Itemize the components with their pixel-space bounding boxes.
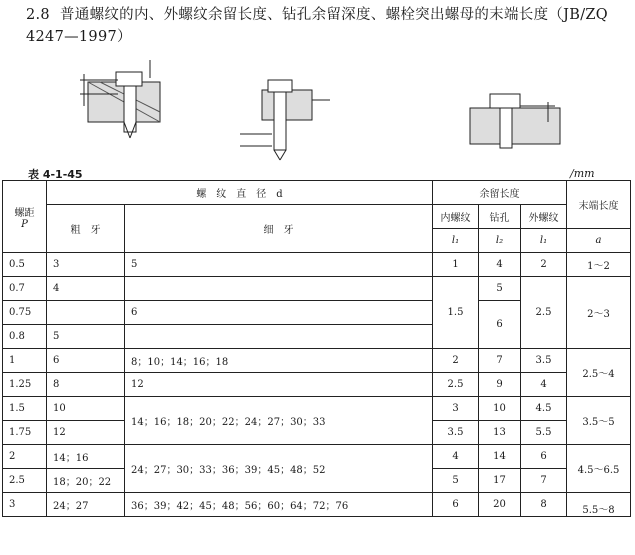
- end-cell: 5.5～8: [567, 493, 631, 517]
- internal-cell: 6: [433, 493, 479, 517]
- external-cell: 4: [521, 373, 567, 397]
- unit-label: /mm: [570, 167, 595, 180]
- diagram-bolt-end: [470, 94, 560, 148]
- end-length-header: 末端长度: [567, 181, 631, 229]
- external-cell: 7: [521, 469, 567, 493]
- fine-cell: 24；27；30；33；36；39；45；48；52: [125, 445, 433, 493]
- coarse-cell: 3: [47, 253, 125, 277]
- internal-cell: 3: [433, 397, 479, 421]
- fine-cell: 6: [125, 301, 433, 325]
- a-symbol: a: [567, 229, 631, 253]
- section-title-text: 普通螺纹的内、外螺纹余留长度、钻孔余留深度、螺栓突出螺母的末端长度（JB/ZQ 4247—1997）: [26, 7, 608, 45]
- fine-header: 细 牙: [125, 205, 433, 253]
- fine-cell: [125, 325, 433, 349]
- fine-cell: 5: [125, 253, 433, 277]
- pitch-cell: 0.5: [3, 253, 47, 277]
- external-cell: 8: [521, 493, 567, 517]
- table-row: [3, 445, 631, 469]
- fine-cell: 36；39；42；45；48；56；60；64；72；76: [125, 493, 433, 517]
- diameter-header: 螺 纹 直 径 d: [47, 181, 433, 205]
- drill-cell: 9: [479, 373, 521, 397]
- header-row-2: [3, 205, 631, 229]
- internal-cell: 5: [433, 469, 479, 493]
- drill-cell: 20: [479, 493, 521, 517]
- fine-cell: 12: [125, 373, 433, 397]
- pitch-cell: 0.8: [3, 325, 47, 349]
- coarse-header: 粗 牙: [47, 205, 125, 253]
- l1-internal-symbol: l₁: [433, 229, 479, 253]
- pitch-cell: 1.75: [3, 421, 47, 445]
- end-cell: 4.5～6.5: [567, 445, 631, 493]
- external-header: 外螺纹: [521, 205, 567, 229]
- table-row: [3, 493, 631, 517]
- pitch-label: 螺距: [14, 207, 35, 219]
- coarse-cell: 18；20；22: [47, 469, 125, 493]
- internal-cell: 3.5: [433, 421, 479, 445]
- l2-symbol: l₂: [479, 229, 521, 253]
- coarse-cell: 24；27: [47, 493, 125, 517]
- internal-cell: 2.5: [433, 373, 479, 397]
- internal-cell: 4: [433, 445, 479, 469]
- pitch-symbol: P: [21, 218, 28, 230]
- external-cell: 4.5: [521, 397, 567, 421]
- end-cell: 3.5～5: [567, 397, 631, 445]
- pitch-header: [3, 181, 47, 253]
- internal-cell: 1: [433, 253, 479, 277]
- external-cell: 3.5: [521, 349, 567, 373]
- fine-cell: 14；16；18；20；22；24；27；30；33: [125, 397, 433, 445]
- coarse-cell: 4: [47, 277, 125, 301]
- external-cell: 2.5: [521, 277, 567, 349]
- drill-cell: 17: [479, 469, 521, 493]
- table-row: [3, 373, 631, 397]
- diagram-drill-hole: [240, 80, 330, 160]
- internal-cell: 1.5: [433, 277, 479, 349]
- internal-header: 内螺纹: [433, 205, 479, 229]
- coarse-cell: 12: [47, 421, 125, 445]
- coarse-cell: 5: [47, 325, 125, 349]
- drill-header: 钻孔: [479, 205, 521, 229]
- external-cell: 2: [521, 253, 567, 277]
- pitch-cell: 1.25: [3, 373, 47, 397]
- internal-cell: 2: [433, 349, 479, 373]
- coarse-cell: 10: [47, 397, 125, 421]
- drill-cell: 10: [479, 397, 521, 421]
- coarse-cell: [47, 301, 125, 325]
- fine-cell: [125, 277, 433, 301]
- pitch-cell: 1: [3, 349, 47, 373]
- drill-cell: 13: [479, 421, 521, 445]
- table-label: 表 4-1-45: [28, 168, 83, 181]
- diagram-internal-thread: [80, 60, 160, 138]
- end-cell: 2～3: [567, 277, 631, 349]
- pitch-cell: 1.5: [3, 397, 47, 421]
- end-cell: 1～2: [567, 253, 631, 277]
- external-cell: 5.5: [521, 421, 567, 445]
- table-row: [3, 349, 631, 373]
- pitch-cell: 0.7: [3, 277, 47, 301]
- pitch-cell: 0.75: [3, 301, 47, 325]
- table-row: [3, 277, 631, 301]
- pitch-cell: 2.5: [3, 469, 47, 493]
- fine-cell: 8；10；14；16；18: [125, 349, 433, 373]
- coarse-cell: 6: [47, 349, 125, 373]
- table-row: [3, 253, 631, 277]
- coarse-cell: 14；16: [47, 445, 125, 469]
- external-cell: 6: [521, 445, 567, 469]
- pitch-cell: 2: [3, 445, 47, 469]
- drill-cell: 14: [479, 445, 521, 469]
- drill-cell: 4: [479, 253, 521, 277]
- allowance-header: 余留长度: [433, 181, 567, 205]
- thread-allowance-table: [2, 180, 631, 517]
- header-row-1: [3, 181, 631, 205]
- table-row: [3, 397, 631, 421]
- drill-cell: 7: [479, 349, 521, 373]
- drill-cell: 5: [479, 277, 521, 301]
- section-title: [26, 4, 626, 48]
- section-number: 2.8: [26, 7, 50, 23]
- coarse-cell: 8: [47, 373, 125, 397]
- drill-cell: 6: [479, 301, 521, 349]
- end-cell: 2.5～4: [567, 349, 631, 397]
- l1-external-symbol: l₁: [521, 229, 567, 253]
- thread-diagrams: [0, 50, 635, 168]
- pitch-cell: 3: [3, 493, 47, 517]
